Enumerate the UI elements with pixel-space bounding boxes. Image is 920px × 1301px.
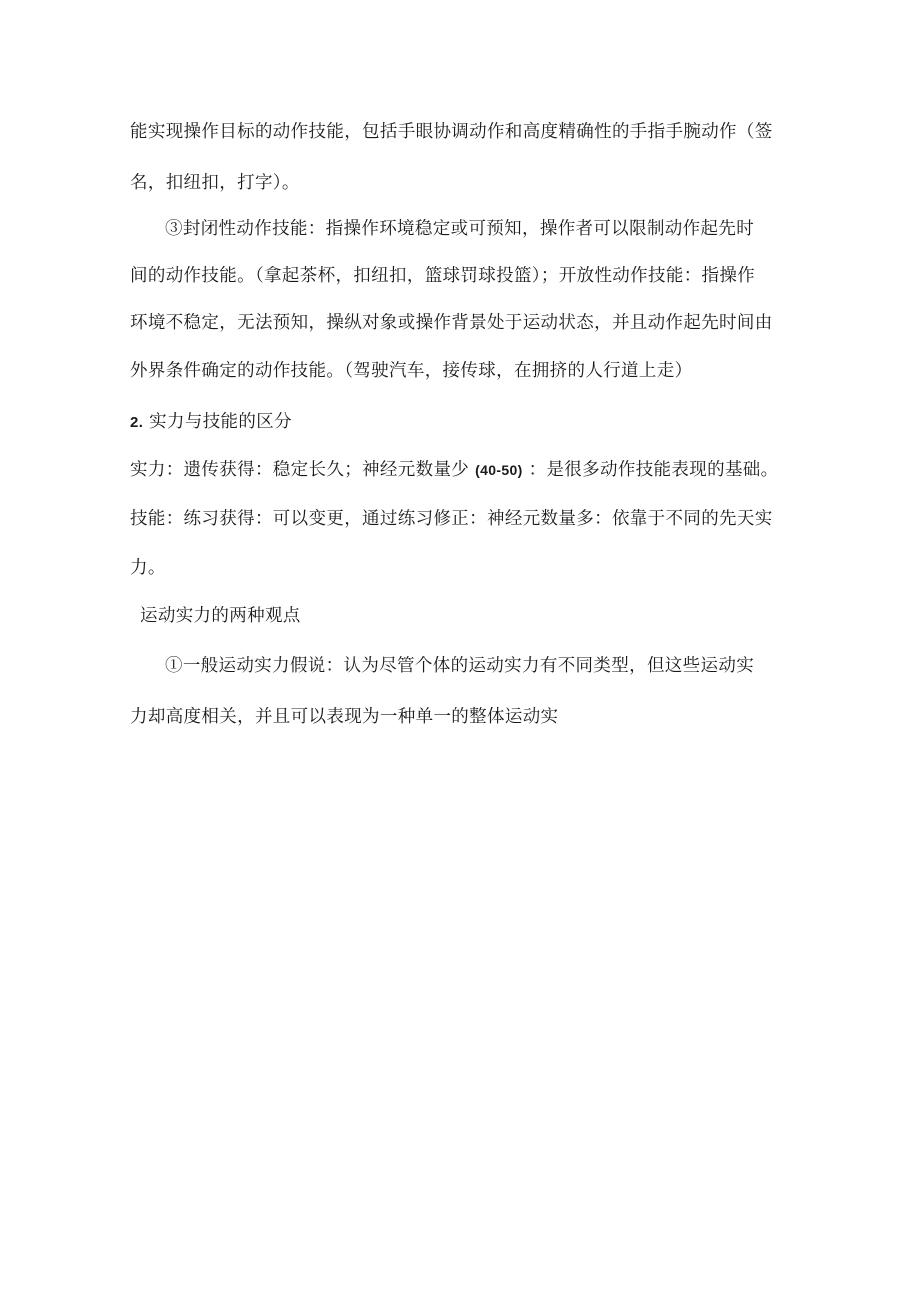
skill-line: 技能：练习获得：可以变更，通过练习修正：神经元数量多：依靠于不同的先天实 — [130, 509, 773, 529]
paragraph-line: 间的动作技能。（拿起茶杯，扣纽扣，篮球罚球投篮）；开放性动作技能：指操作 — [130, 266, 756, 286]
paragraph-line: 环境不稳定，无法预知，操纵对象或操作背景处于运动状态，并且动作起先时间由 — [130, 313, 773, 333]
paragraph-line: 力却高度相关，并且可以表现为一种单一的整体运动实 — [130, 707, 559, 727]
ability-line — [130, 459, 779, 481]
ability-prefix: 实力：遗传获得：稳定长久；神经元数量少 — [130, 460, 470, 480]
paragraph-line: 名，扣纽扣，打字）。 — [130, 173, 300, 193]
neuron-range: (40-50) — [475, 462, 523, 478]
paragraph-line: 能实现操作目标的动作技能，包括手眼协调动作和高度精确性的手指手腕动作（签 — [130, 122, 773, 142]
ability-suffix: ：是很多动作技能表现的基础。 — [528, 460, 779, 480]
section-title: 实力与技能的区分 — [149, 412, 292, 432]
section-heading — [130, 411, 292, 434]
subsection-heading: 运动实力的两种观点 — [140, 606, 301, 626]
paragraph-line: ①一般运动实力假说：认为尽管个体的运动实力有不同类型，但这些运动实 — [165, 656, 755, 676]
paragraph-line: ③封闭性动作技能：指操作环境稳定或可预知，操作者可以限制动作起先时 — [165, 219, 755, 239]
paragraph-line: 外界条件确定的动作技能。（驾驶汽车，接传球，在拥挤的人行道上走） — [130, 361, 693, 381]
skill-line: 力。 — [130, 558, 166, 578]
section-number: 2. — [130, 414, 144, 431]
